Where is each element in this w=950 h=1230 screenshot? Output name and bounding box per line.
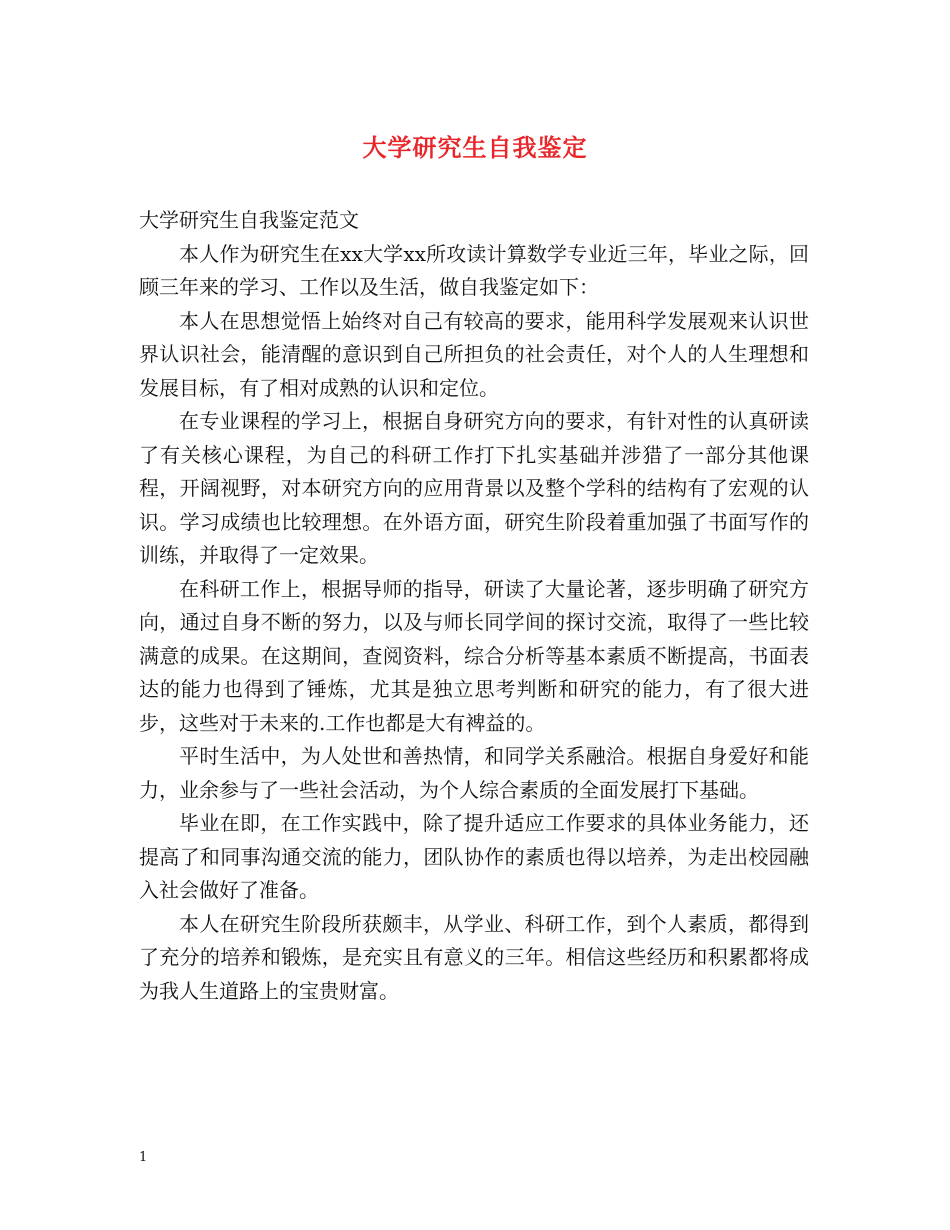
paragraph-daily-life: 平时生活中，为人处世和善热情，和同学关系融洽。根据自身爱好和能力，业余参与了一些社会活动，为个人综合素质的全面发展打下基础。 [139,744,809,802]
document-subtitle: 大学研究生自我鉴定范文 [139,208,359,232]
document-title: 大学研究生自我鉴定 [362,133,588,162]
paragraph-practice: 毕业在即，在工作实践中，除了提升适应工作要求的具体业务能力，还提高了和同事沟通交流的能力，团队协作的素质也得以培养，为走出校园融入社会做好了准备。 [139,811,809,902]
paragraph-intro: 本人作为研究生在xx大学xx所攻读计算数学专业近三年，毕业之际，回顾三年来的学习、工作以及生活，做自我鉴定如下： [139,241,809,299]
document-body [139,204,809,1008]
paragraph-coursework: 在专业课程的学习上，根据自身研究方向的要求，有针对性的认真研读了有关核心课程，为自己的科研工作打下扎实基础并涉猎了一部分其他课程，开阔视野，对本研究方向的应用背景以及整个学科的结构有了宏观的认识。学习成绩也比较理想。在外语方面，研究生阶段着重加强了书面写作的训练，并取得了一定效果。 [139,409,809,567]
page-number: 1 [139,1150,148,1165]
paragraph-conclusion: 本人在研究生阶段所获颇丰，从学业、科研工作，到个人素质，都得到了充分的培养和锻炼，是充实且有意义的三年。相信这些经历和积累都将成为我人生道路上的宝贵财富。 [139,911,809,1003]
paragraph-research: 在科研工作上，根据导师的指导，研读了大量论著，逐步明确了研究方向，通过自身不断的努力，以及与师长同学间的探讨交流，取得了一些比较满意的成果。在这期间，查阅资料，综合分析等基本素质不断提高，书面表达的能力也得到了锤炼，尤其是独立思考判断和研究的能力，有了很大进步，这些对于未来的.工作也都是大有裨益的。 [139,576,809,735]
paragraph-ideology: 本人在思想觉悟上始终对自己有较高的要求，能用科学发展观来认识世界认识社会，能清醒的意识到自己所担负的社会责任，对个人的人生理想和发展目标，有了相对成熟的认识和定位。 [139,308,809,400]
